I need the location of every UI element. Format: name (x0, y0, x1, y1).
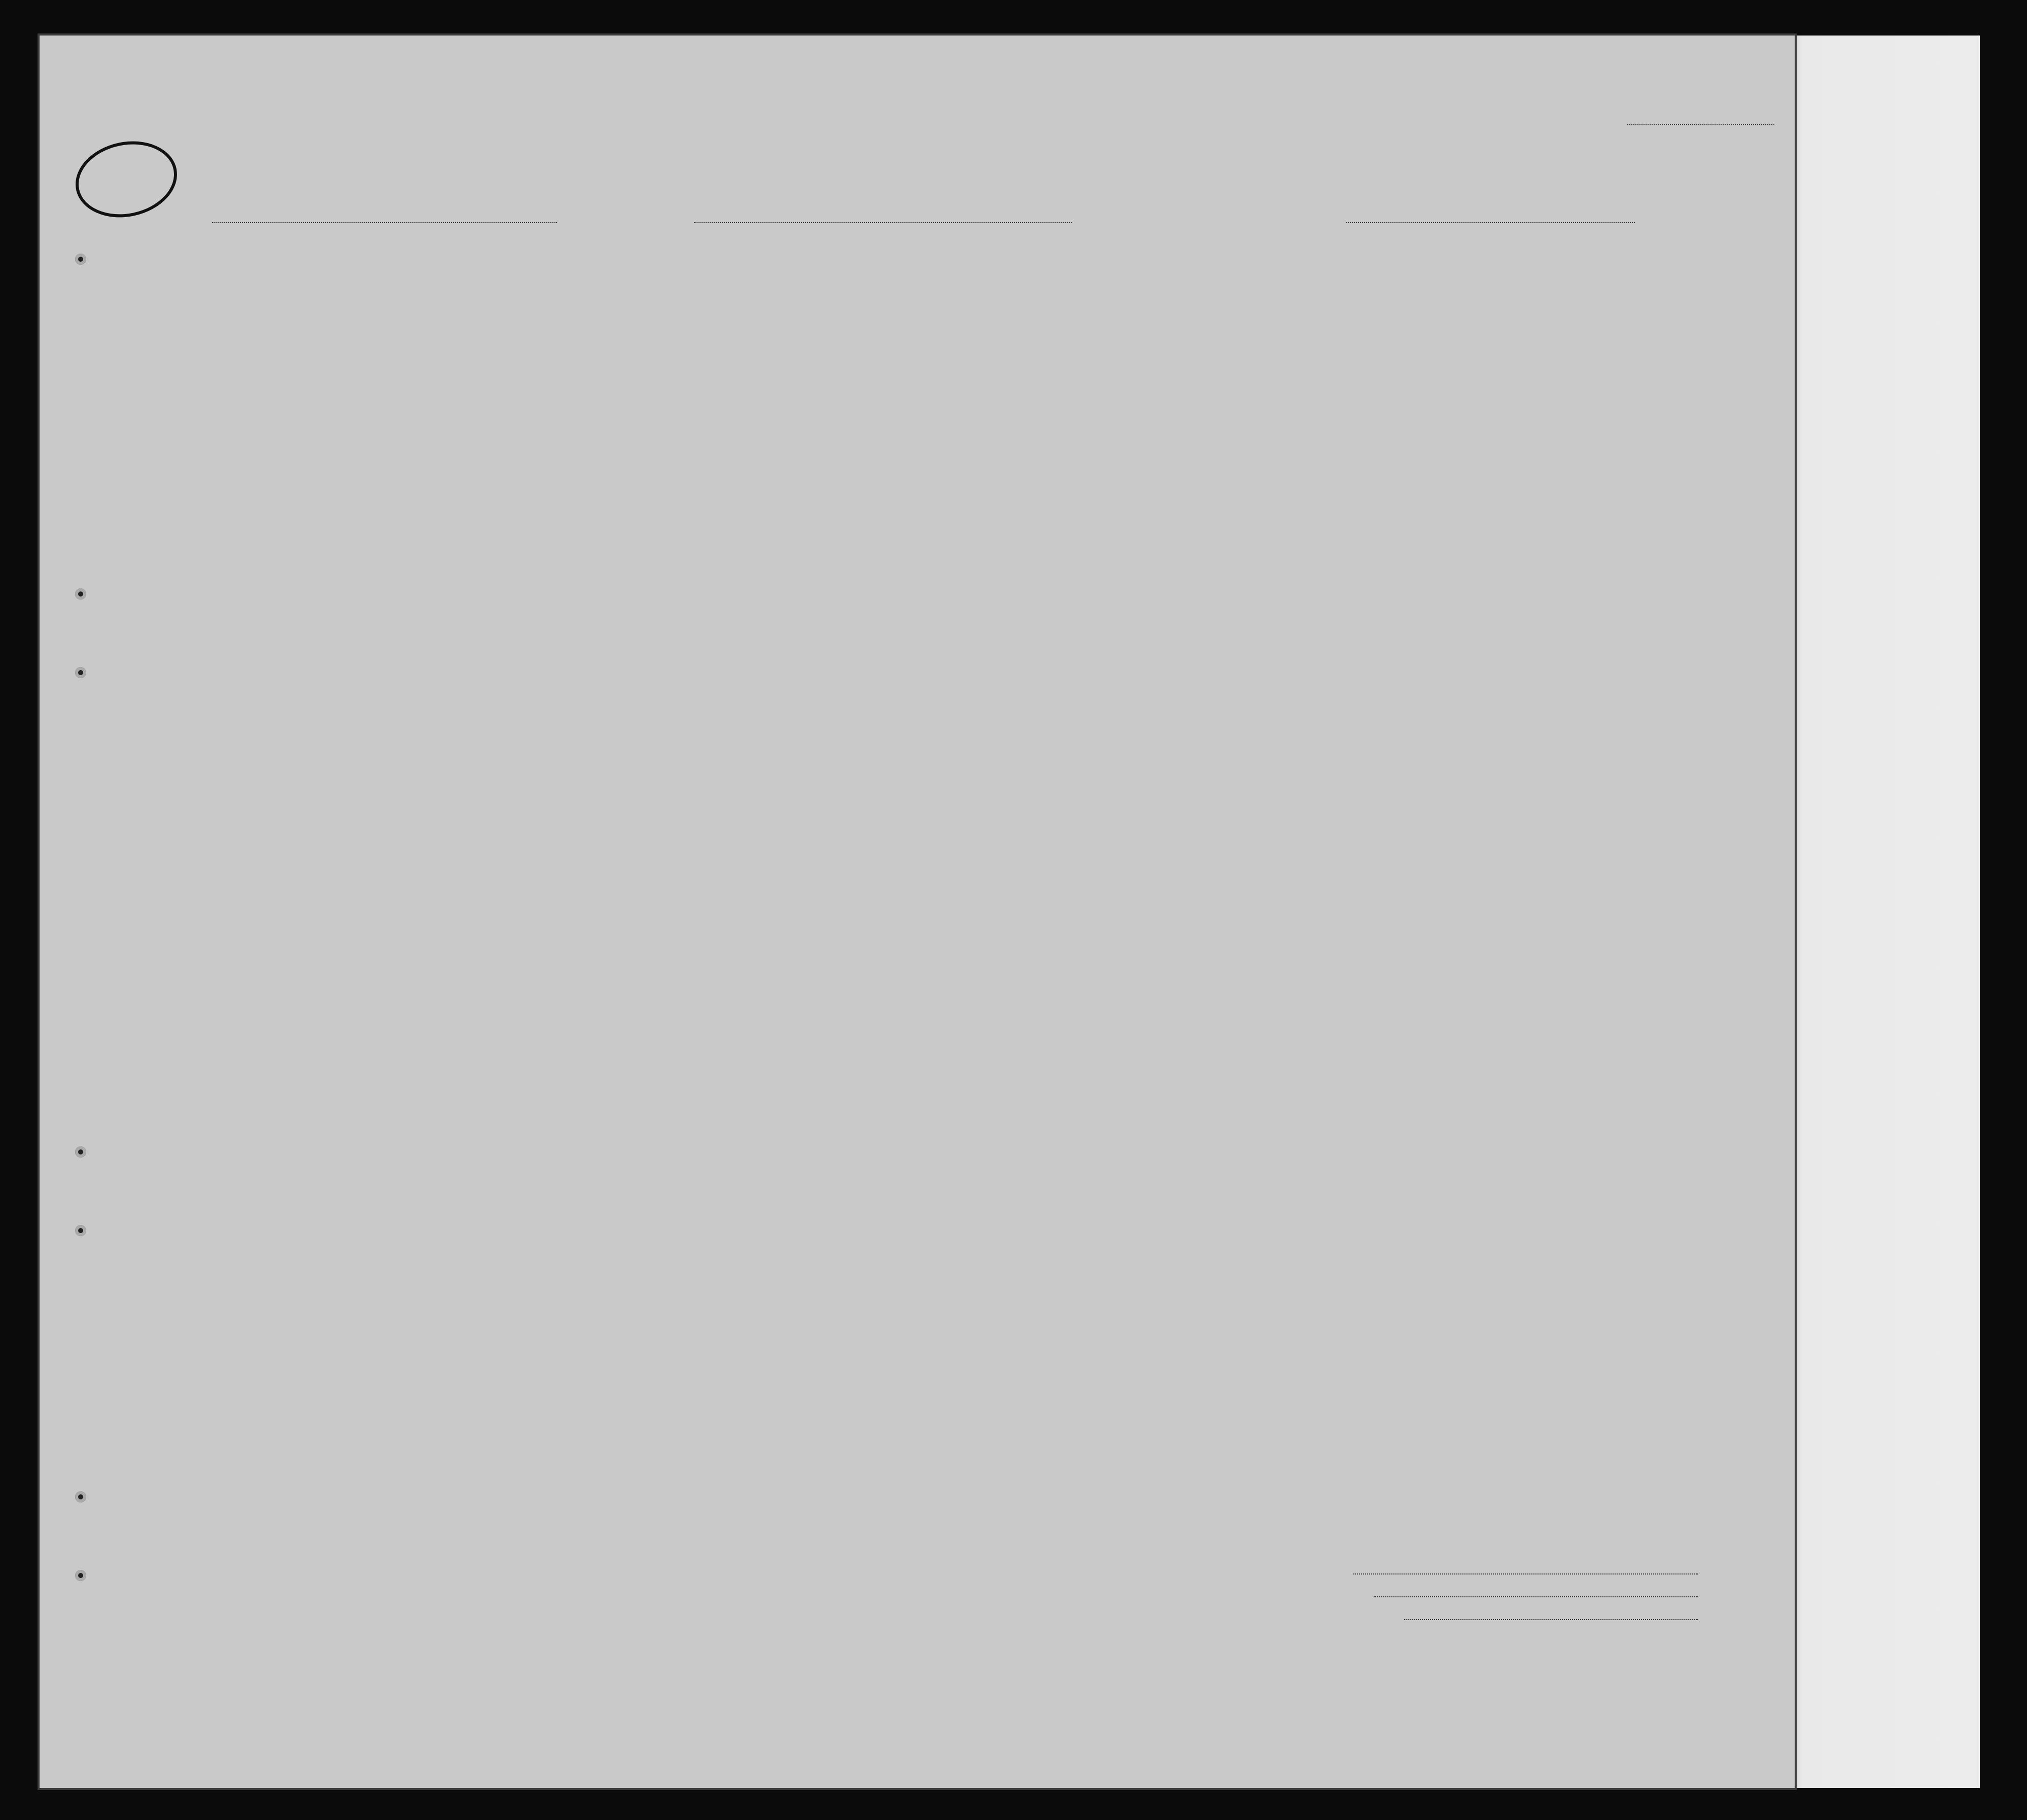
port-line (1346, 222, 1635, 223)
ship-line (212, 222, 557, 223)
punch-hole (75, 1570, 86, 1581)
punch-hole (75, 1146, 86, 1158)
header-married-single (666, 251, 681, 322)
from-line (694, 222, 1072, 223)
punch-hole (75, 254, 86, 265)
number-line (1627, 124, 1774, 125)
ruled-grid (40, 36, 1795, 1788)
agents-field (1404, 1619, 1698, 1620)
punch-hole (75, 1491, 86, 1502)
line-field (1353, 1573, 1698, 1574)
punch-hole (75, 588, 86, 600)
punch-hole (75, 667, 86, 678)
punch-hole (75, 1225, 86, 1236)
manifest-page (40, 36, 1795, 1788)
adjacent-page-edge (1780, 36, 1980, 1788)
owners-field (1374, 1596, 1698, 1597)
